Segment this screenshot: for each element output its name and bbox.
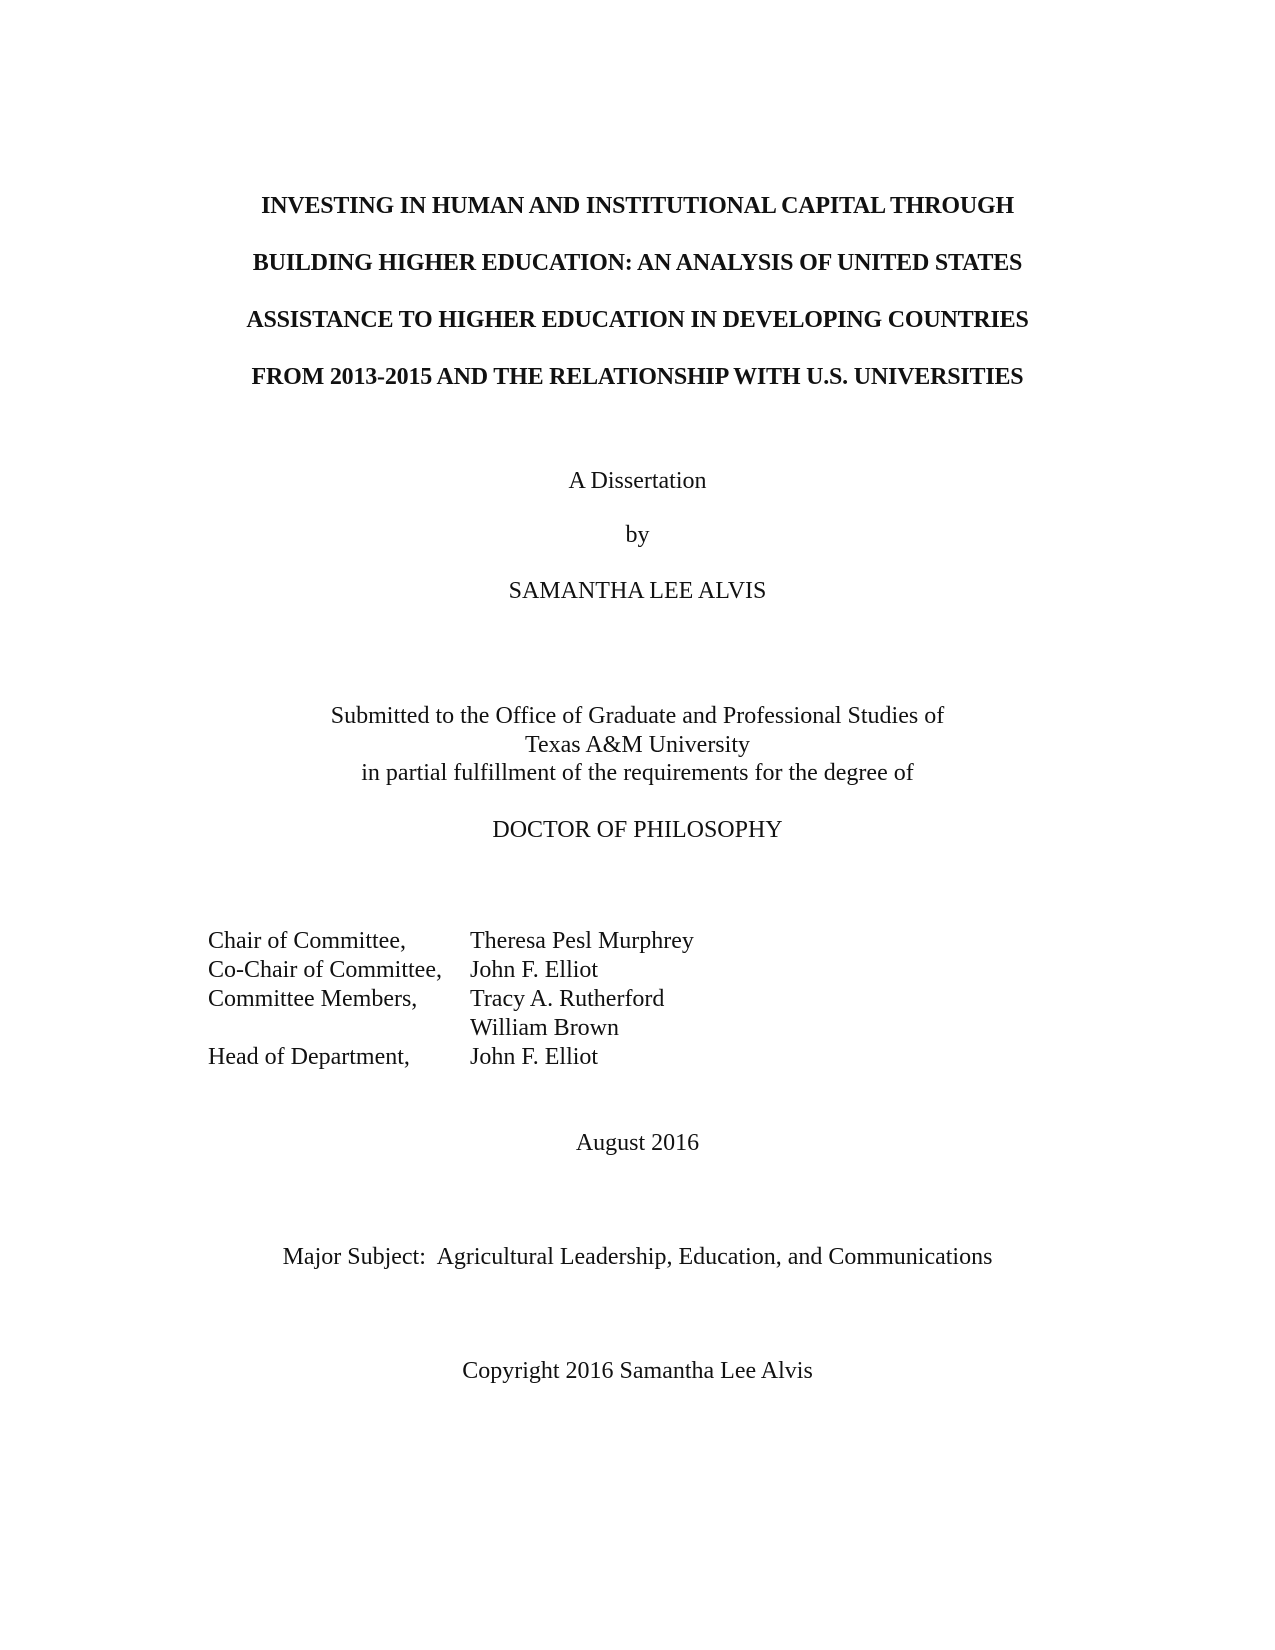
dissertation-title [0, 178, 1275, 406]
submission-line: Texas A&M University [525, 731, 750, 758]
document-type: A Dissertation [568, 468, 707, 494]
committee-row [208, 927, 694, 956]
submission-line: in partial fulfillment of the requirements for the degree of [361, 760, 914, 786]
committee-role: Chair of Committee, [208, 928, 406, 954]
committee-row [208, 956, 694, 985]
committee-member-name: John F. Elliot [470, 957, 599, 983]
committee-row [208, 985, 694, 1014]
submission-line: Submitted to the Office of Graduate and Professional Studies of [330, 703, 945, 729]
submission-statement [0, 702, 1275, 788]
by-label: by [625, 522, 650, 548]
submission-date: August 2016 [575, 1130, 700, 1156]
copyright-notice: Copyright 2016 Samantha Lee Alvis [462, 1358, 813, 1384]
title-line: FROM 2013-2015 AND THE RELATIONSHIP WITH U.S. UNIVERSITIES [251, 364, 1024, 390]
committee-member-name: Tracy A. Rutherford [470, 986, 665, 1012]
title-line: ASSISTANCE TO HIGHER EDUCATION IN DEVELOPING COUNTRIES [246, 307, 1029, 333]
major-subject: Major Subject: Agricultural Leadership, Education, and Communications [282, 1244, 993, 1270]
committee-list [208, 927, 694, 1072]
committee-role: Co-Chair of Committee, [208, 957, 442, 983]
committee-row [208, 1014, 694, 1043]
author-name: SAMANTHA LEE ALVIS [508, 578, 767, 604]
committee-member-name: Theresa Pesl Murphrey [470, 928, 694, 954]
committee-row [208, 1043, 694, 1072]
degree-name: DOCTOR OF PHILOSOPHY [492, 817, 783, 843]
committee-role: Head of Department, [208, 1044, 410, 1070]
committee-member-name: William Brown [470, 1015, 620, 1041]
committee-role: Committee Members, [208, 986, 418, 1012]
committee-member-name: John F. Elliot [470, 1044, 599, 1070]
title-line: BUILDING HIGHER EDUCATION: AN ANALYSIS OF UNITED STATES [252, 250, 1023, 276]
committee-role [208, 1014, 470, 1043]
title-line: INVESTING IN HUMAN AND INSTITUTIONAL CAPITAL THROUGH [261, 193, 1014, 219]
